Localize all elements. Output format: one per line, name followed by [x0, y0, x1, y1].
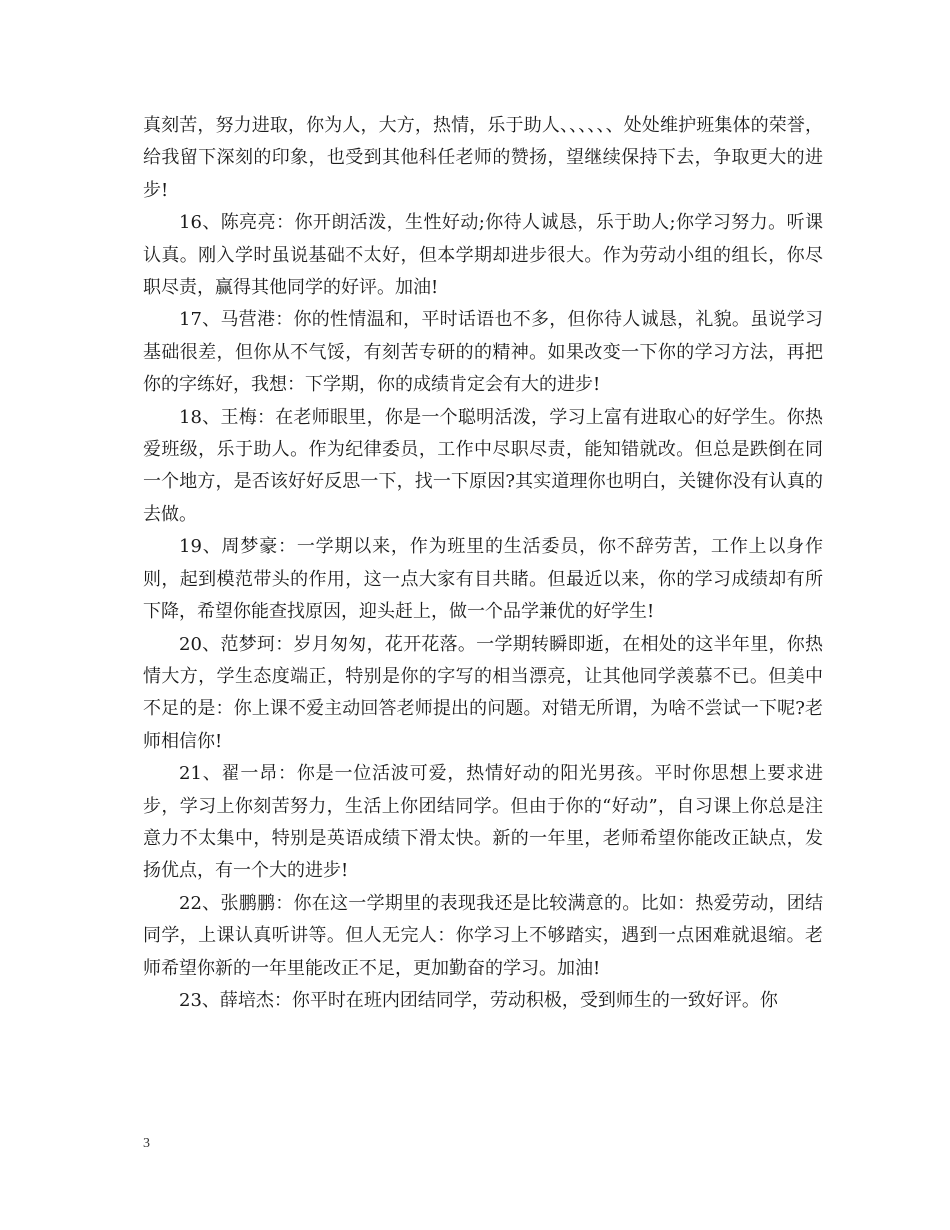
paragraph-comment-16: 16、陈亮亮：你开朗活泼，生性好动;你待人诚恳，乐于助人;你学习努力。听课认真。刚入学时虽说基础不太好，但本学期却进步很大。作为劳动小组的组长，你尽职尽责，赢得其他同学的好评。加油!	[143, 212, 823, 299]
paragraph-comment-21: 21、翟一昂：你是一位活波可爱，热情好动的阳光男孩。平时你思想上要求进步，学习上你刻苦努力，生活上你团结同学。但由于你的“好动”，自习课上你总是注意力不太集中，特别是英语成绩下滑太快。新的一年里，老师希望你能改正缺点，发扬优点，有一个大的进步!	[143, 763, 823, 882]
document-body	[143, 110, 823, 1017]
paragraph-comment-23: 23、薛培杰：你平时在班内团结同学，劳动积极，受到师生的一致好评。你	[179, 989, 778, 1011]
paragraph-comment-17: 17、马营港：你的性情温和，平时话语也不多，但你待人诚恳，礼貌。虽说学习基础很差，但你从不气馁，有刻苦专研的的精神。如果改变一下你的学习方法，再把你的字练好，我想：下学期，你的成绩肯定会有大的进步!	[143, 309, 823, 396]
paragraph-comment-19: 19、周梦豪：一学期以来，作为班里的生活委员，你不辞劳苦，工作上以身作则，起到模范带头的作用，这一点大家有目共睹。但最近以来，你的学习成绩却有所下降，希望你能查找原因，迎头赶上，做一个品学兼优的好学生!	[143, 536, 823, 623]
page-number: 3	[143, 1136, 150, 1151]
paragraph-continuation: 真刻苦，努力进取，你为人，大方，热情，乐于助人、、、、、、处处维护班集体的荣誉，给我留下深刻的印象，也受到其他科任老师的赞扬，望继续保持下去，争取更大的进步!	[143, 115, 823, 201]
paragraph-comment-22: 22、张鹏鹏：你在这一学期里的表现我还是比较满意的。比如：热爱劳动，团结同学，上课认真听讲等。但人无完人：你学习上不够踏实，遇到一点困难就退缩。老师希望你新的一年里能改正不足，更加勤奋的学习。加油!	[143, 892, 823, 979]
paragraph-comment-18: 18、王梅：在老师眼里，你是一个聪明活泼，学习上富有进取心的好学生。你热爱班级，乐于助人。作为纪律委员，工作中尽职尽责，能知错就改。但总是跌倒在同一个地方，是否该好好反思一下，找一下原因?其实道理你也明白，关键你没有认真的去做。	[143, 406, 823, 525]
paragraph-comment-20: 20、范梦珂：岁月匆匆，花开花落。一学期转瞬即逝，在相处的这半年里，你热情大方，学生态度端正，特别是你的字写的相当漂亮，让其他同学羡慕不已。但美中不足的是：你上课不爱主动回答老师提出的问题。对错无所谓，为啥不尝试一下呢?老师相信你!	[143, 633, 823, 752]
